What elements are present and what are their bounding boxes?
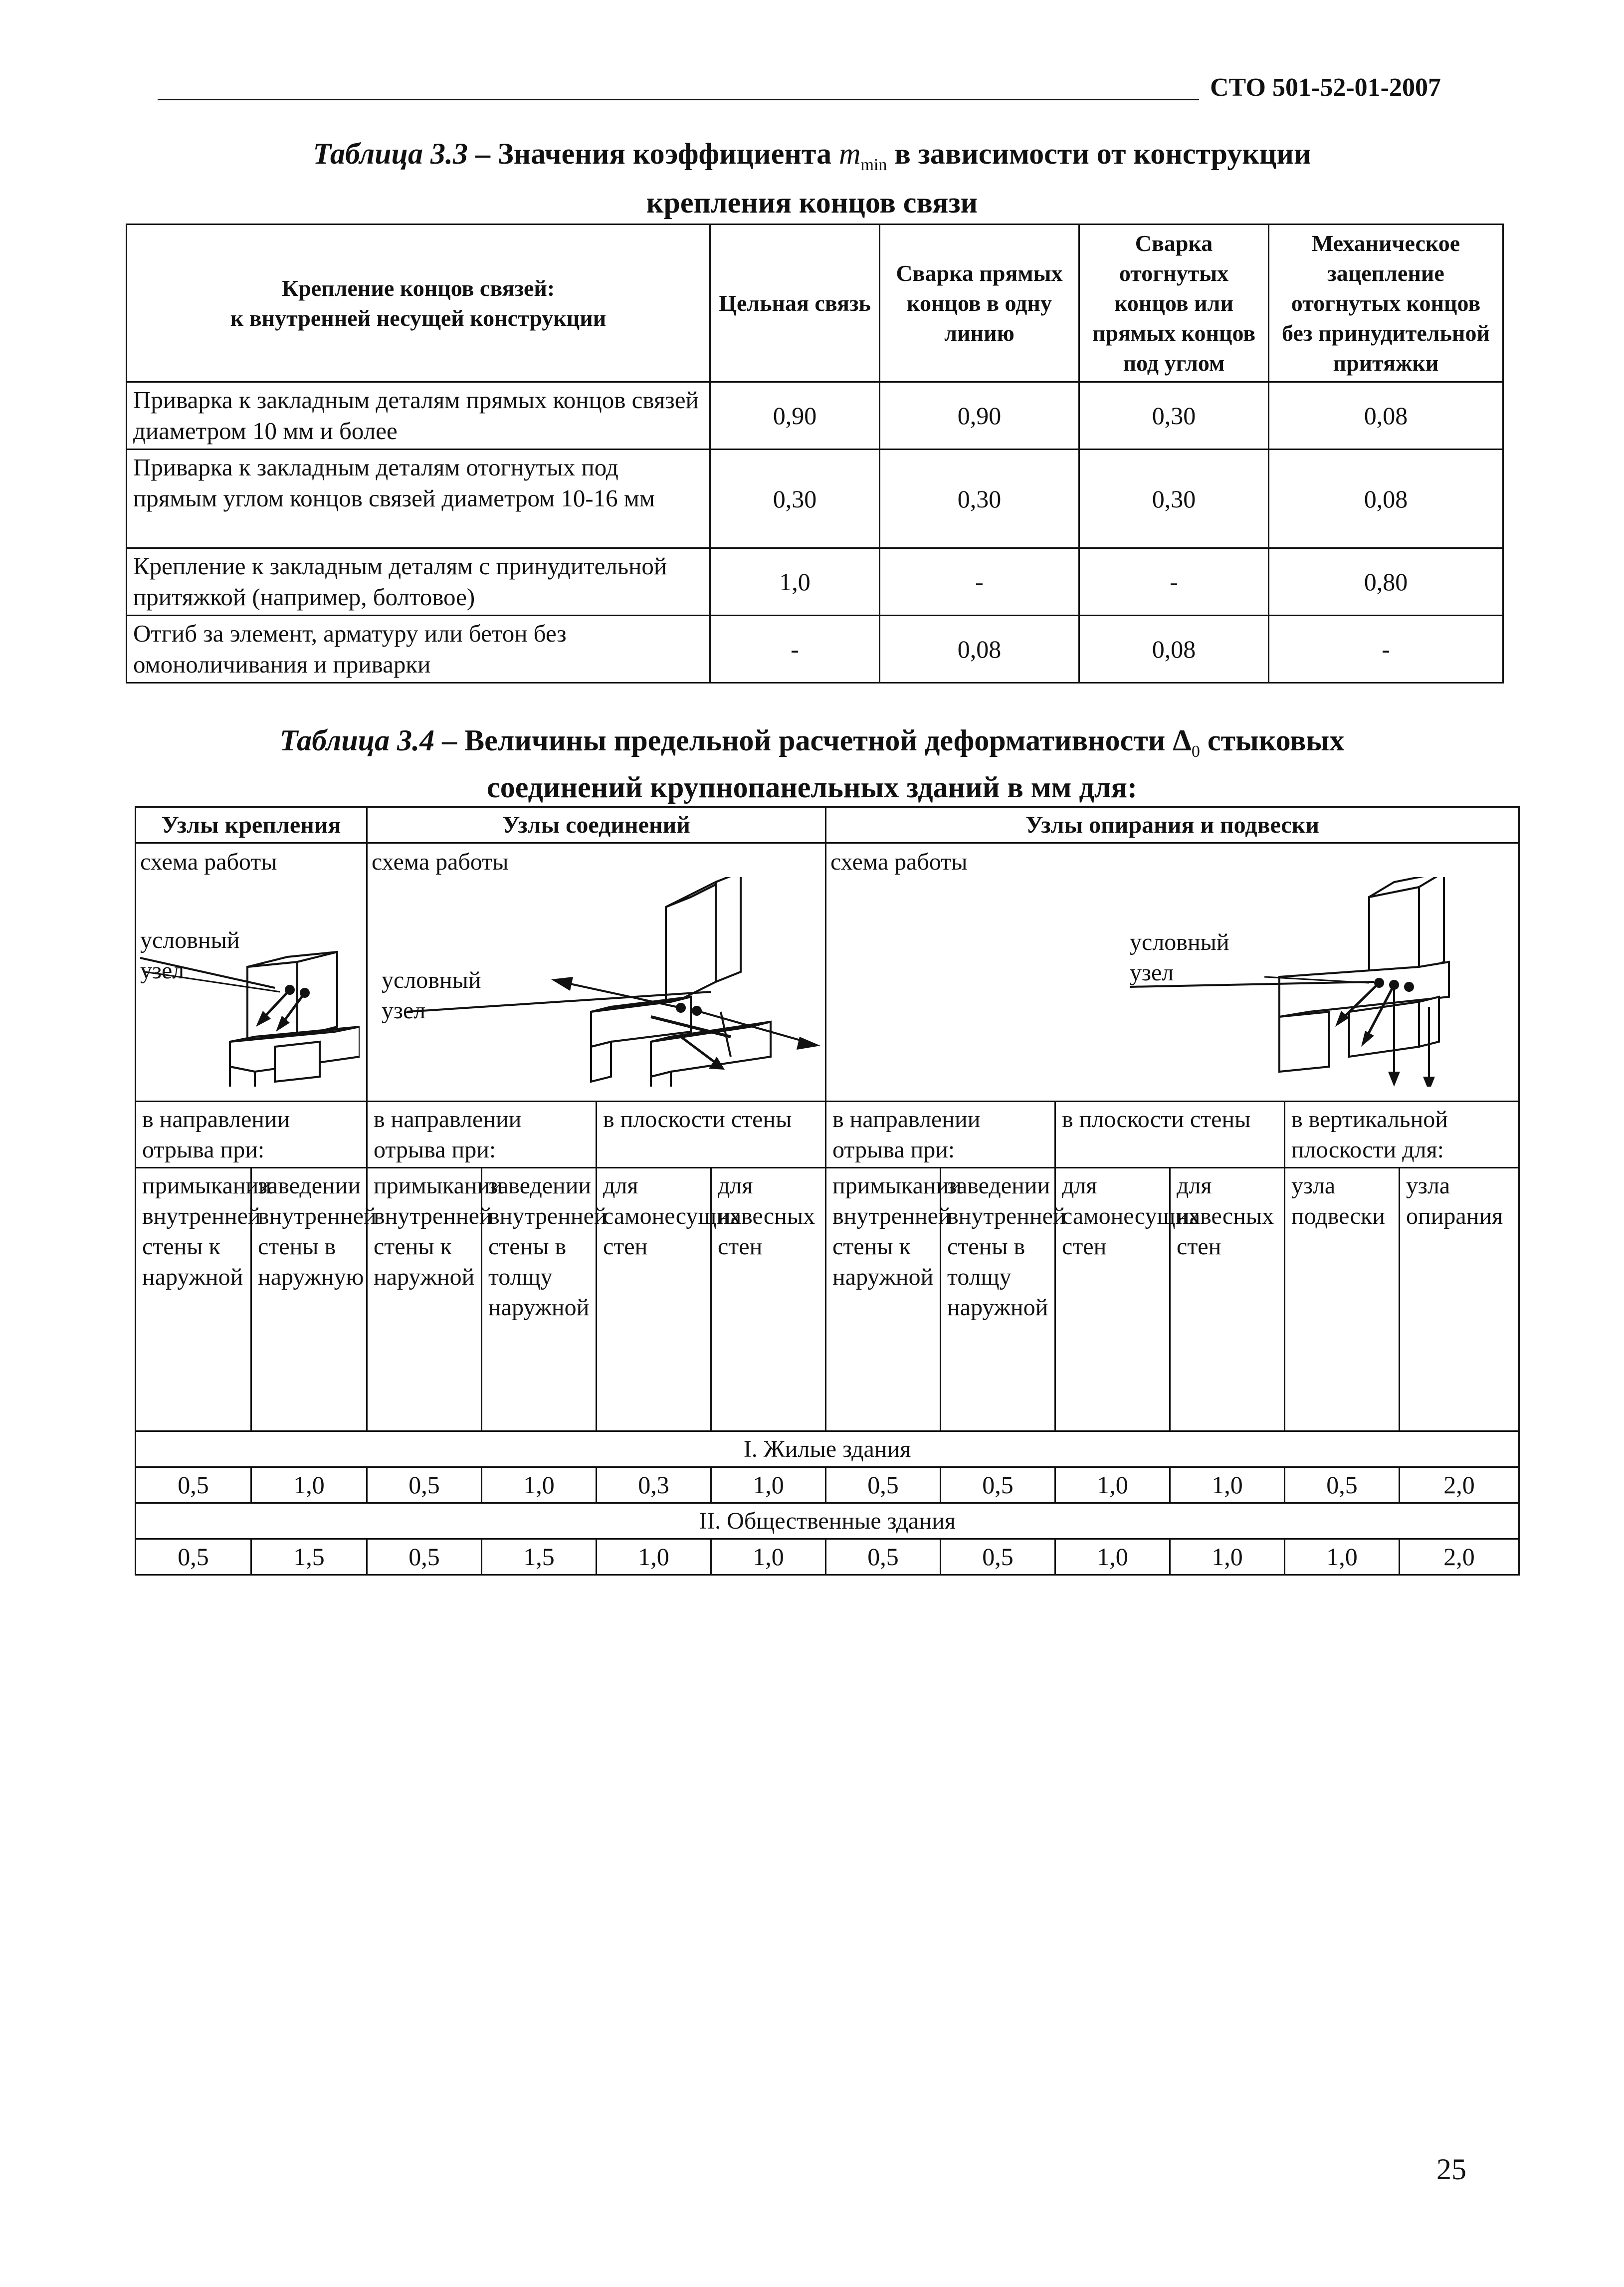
table34-scheme-row xyxy=(136,843,1519,1102)
group-connection-nodes: Узлы соединений xyxy=(367,807,826,843)
table33-header-mechanical: Механическое зацепление отогнутых концов без принудительной притяжки xyxy=(1269,225,1503,382)
delta-subscript: 0 xyxy=(1191,742,1200,761)
table33-header-bent-weld: Сварка отогнутых концов или прямых концов под углом xyxy=(1079,225,1269,382)
table-row: 0,5 1,0 0,5 1,0 0,3 1,0 0,5 0,5 1,0 1,0 0,5 2,0 xyxy=(136,1467,1519,1503)
section-row xyxy=(136,1503,1519,1539)
coefficient-subscript: min xyxy=(860,156,887,174)
table33-header-straight-weld: Сварка прямых концов в одну линию xyxy=(880,225,1079,382)
group-support-suspension-nodes: Узлы опирания и подвески xyxy=(826,807,1519,843)
header-rule xyxy=(158,99,1199,100)
section-title: II. Общественные здания xyxy=(136,1503,1519,1539)
table33-header-solid: Цельная связь xyxy=(710,225,880,382)
page-number: 25 xyxy=(1436,2153,1466,2186)
scheme-support-cell xyxy=(826,843,1519,1102)
table33-caption-line2: крепления концов связи xyxy=(646,186,978,219)
table-row: Отгиб за элемент, арматуру или бетон без омоноличивания и приварки - 0,08 0,08 - xyxy=(127,616,1503,683)
node-label: условный узел xyxy=(382,967,481,1024)
node-label: условный узел xyxy=(140,927,240,984)
scheme-label: схема работы xyxy=(830,849,968,875)
group-fastening-nodes: Узлы крепления xyxy=(136,807,367,843)
table34-direction-row: в направлении отрыва при: в направлении отрыва при: в плоскости стены в направлении отрыва при: в плоскости стены в вертикальной плоскости для: xyxy=(136,1102,1519,1168)
section-row xyxy=(136,1431,1519,1467)
scheme-label: схема работы xyxy=(372,849,509,875)
table33-header-row xyxy=(127,225,1503,382)
scheme-label: схема работы xyxy=(140,849,277,875)
node-label: условный узел xyxy=(1130,929,1229,986)
table-row: Приварка к закладным деталям отогнутых под прямым углом концов связей диаметром 10-16 мм 0,30 0,30 0,30 0,08 xyxy=(127,450,1503,548)
scheme-connection-cell xyxy=(367,843,826,1102)
scheme-fastening-cell xyxy=(136,843,367,1102)
coefficient-symbol: m xyxy=(839,137,861,170)
table34-group-row xyxy=(136,807,1519,843)
table34 xyxy=(135,806,1520,1576)
table-row: 0,5 1,5 0,5 1,5 1,0 1,0 0,5 0,5 1,0 1,0 1,0 2,0 xyxy=(136,1539,1519,1575)
document-code: СТО 501-52-01-2007 xyxy=(1210,73,1441,102)
table34-caption xyxy=(0,722,1624,770)
table34-caption-text-end: стыковых xyxy=(1200,724,1345,757)
table33-caption-text: – Значения коэффициента xyxy=(467,137,839,170)
table33-header-attachment: Крепление концов связей: к внутренней несущей конструкции xyxy=(127,225,710,382)
table34-caption-label: Таблица 3.4 xyxy=(279,724,435,757)
table34-caption-text: – Величины предельной расчетной деформативности Δ xyxy=(434,724,1192,757)
table34-caption-line2: соединений крупнопанельных зданий в мм для: xyxy=(487,771,1137,804)
table33 xyxy=(126,224,1504,684)
table33-caption-text-end: в зависимости от конструкции xyxy=(887,137,1311,170)
table-row: Крепление к закладным деталям с принудительной притяжкой (например, болтовое) 1,0 - - 0,80 xyxy=(127,548,1503,616)
table-row: Приварка к закладным деталям прямых концов связей диаметром 10 мм и более 0,90 0,90 0,30 0,08 xyxy=(127,382,1503,450)
table33-caption xyxy=(0,136,1624,183)
table34-subheader-row: примыкании внутренней стены к наружной заведении внутренней стены в наружную примыкании внутренней стены к наружной заведении внутренней стены в толщу наружной для самонесущих стен для навесных стен примыкании внутренней стены к наружной заведении внутренней стены в толщу наружной для самонесущих стен для навесных стен узла подвески узла опирания xyxy=(136,1168,1519,1431)
section-title: I. Жилые здания xyxy=(136,1431,1519,1467)
table33-caption-label: Таблица 3.3 xyxy=(313,137,468,170)
